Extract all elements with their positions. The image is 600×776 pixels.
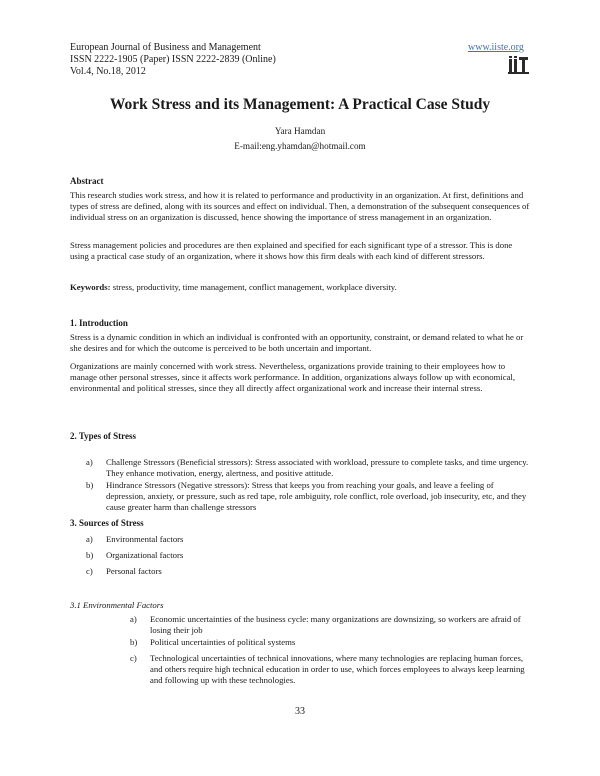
types-item-label: b) [86, 480, 94, 490]
env-item-label: c) [130, 653, 137, 663]
intro-heading: 1. Introduction [70, 318, 128, 328]
env-item-label: b) [130, 637, 138, 647]
types-heading: 2. Types of Stress [70, 431, 137, 441]
author-name: Yara Hamdan [274, 126, 326, 136]
sources-item-text: Personal factors [106, 566, 162, 576]
keywords-text: stress, productivity, time management, conflict management, workplace diversity. [110, 282, 397, 292]
journal-name: European Journal of Business and Management [70, 42, 261, 53]
intro-paragraph-1: Stress is a dynamic condition in which an individual is confronted with an opportunity, constraint, or demand related to what he or she desires and for which the outcome is perceived to be both uncertain and important. [70, 332, 524, 353]
author-email: E-mail:eng.yhamdan@hotmail.com [234, 141, 366, 151]
env-item-text: Technological uncertainties of technical innovations, where many technologies are replacing human forces, and others require high technical education in order to use, which forces employees to always keep learning and following up with these technologies. [150, 653, 525, 685]
page-number: 33 [295, 706, 305, 717]
sources-heading: 3. Sources of Stress [70, 518, 144, 528]
abstract-paragraph-1: This research studies work stress, and how it is related to performance and productivity in an organization. At first, definitions and types of stress are defined, along with its sources and effect on individual. Then, a demonstration of the subsequent consequences of individual stress on an organization is discussed, hence showing the importance of stress management in an organization. [70, 190, 530, 222]
types-item-label: a) [86, 457, 93, 467]
sources-item-label: b) [86, 550, 94, 560]
sources-item-label: a) [86, 534, 93, 544]
keywords-label: Keywords: [70, 282, 111, 292]
types-item-text: Challenge Stressors (Beneficial stressors): Stress associated with workload, pressure to complete tasks, and time urgency. They enhance motivation, energy, alertness, and positive attitude. [106, 457, 529, 478]
intro-paragraph-2: Organizations are mainly concerned with work stress. Nevertheless, organizations provide training to their employees how to manage other personal stresses, since it affects work performance. In addition, organizations always follow up with economical, environmental and political stresses, since they all directly affect organizational work and increase their internal stress. [70, 361, 516, 393]
sources-item-text: Environmental factors [106, 534, 184, 544]
env-item-text: Economic uncertainties of the business cycle: many organizations are downsizing, so workers are afraid of losing their job [150, 614, 521, 635]
paper-title: Work Stress and its Management: A Practical Case Study [109, 96, 491, 113]
keywords-line [70, 282, 532, 293]
sources-item-text: Organizational factors [106, 550, 184, 560]
journal-issn: ISSN 2222-1905 (Paper) ISSN 2222-2839 (Online) [70, 54, 276, 65]
journal-volume: Vol.4, No.18, 2012 [70, 66, 146, 77]
env-item-text: Political uncertainties of political systems [150, 637, 296, 647]
env-item-label: a) [130, 614, 137, 624]
abstract-heading: Abstract [70, 176, 104, 186]
env-heading: 3.1 Environmental Factors [70, 600, 164, 610]
iiste-logo [508, 55, 530, 75]
abstract-paragraph-2: Stress management policies and procedures are then explained and specified for each significant type of a stressor. This is done using a practical case study of an organization, where it shows how this firm deals with each kind of different stressors. [70, 240, 513, 261]
types-item-text: Hindrance Stressors (Negative stressors): Stress that keeps you from reaching your goals, and leave a feeling of depression, anxiety, or pressure, such as red tape, role ambiguity, role conflict, role overload, job insecurity, etc, and they cause greater harm than challenge stressors [106, 480, 527, 512]
iiste-logo-icon [508, 55, 530, 75]
sources-item-label: c) [86, 566, 93, 576]
journal-website-link[interactable]: www.iiste.org [468, 42, 524, 53]
